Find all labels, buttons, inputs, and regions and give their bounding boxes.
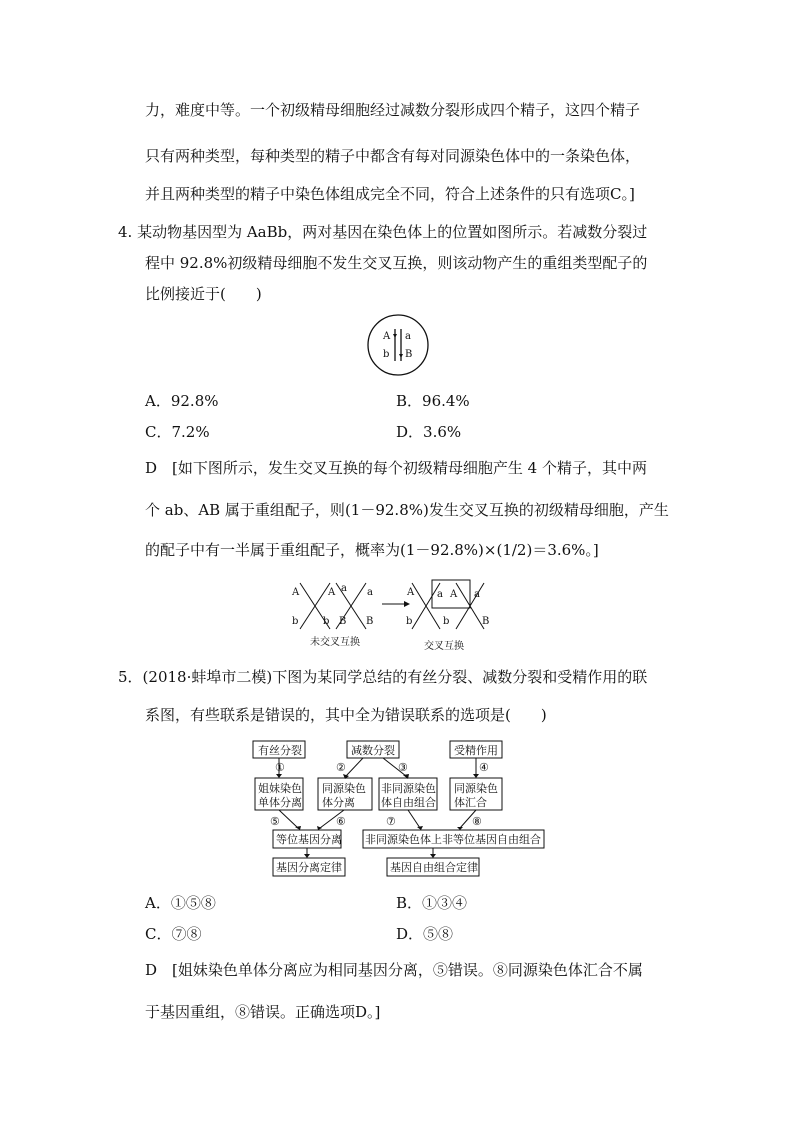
marker-5: ⑤ <box>270 815 280 828</box>
fig-letter: B <box>366 616 374 627</box>
q4-cell-figure <box>366 313 430 377</box>
box-sister-line-1: 姐妹染色 <box>258 782 302 795</box>
fig-letter: a <box>437 589 443 600</box>
q4-option-a: A．92.8% <box>145 392 219 410</box>
box-free-combination: 非同源染色体上非等位基因自由组合 <box>365 833 541 846</box>
cell-label-b: b <box>383 349 390 360</box>
q3-text-line-3: 并且两种类型的精子中染色体组成完全不同，符合上述条件的只有选项C。] <box>145 185 635 203</box>
box-converge-line-1: 同源染色 <box>454 782 498 795</box>
q3-text-line-1: 力，难度中等。一个初级精母细胞经过减数分裂形成四个精子，这四个精子 <box>145 101 641 119</box>
box-nonhomolog-line-1: 非同源染色 <box>381 782 436 795</box>
q4-option-d: D．3.6% <box>396 423 462 441</box>
fig-letter: b <box>443 616 450 627</box>
q4-stem-line-2: 程中 92.8%初级精母细胞不发生交叉互换，则该动物产生的重组类型配子的 <box>145 254 648 272</box>
q4-answer-line-3: 的配子中有一半属于重组配子，概率为(1－92.8%)×(1/2)＝3.6%。] <box>145 541 599 559</box>
box-fertilization: 受精作用 <box>454 744 498 757</box>
box-homolog-line-2: 体分离 <box>322 796 355 809</box>
q5-option-c: C．⑦⑧ <box>145 925 202 943</box>
fig-caption-exchange: 交叉互换 <box>424 641 464 652</box>
box-homolog-line-1: 同源染色 <box>322 782 366 795</box>
marker-8: ⑧ <box>472 815 482 828</box>
cell-label-A: A <box>383 331 391 342</box>
cell-label-B: B <box>405 349 413 360</box>
q5-answer-line-1: D [姐妹染色单体分离应为相同基因分离，⑤错误。⑧同源染色体汇合不属 <box>145 961 643 979</box>
box-sister-line-2: 单体分离 <box>258 796 302 809</box>
q5-option-a: A．①⑤⑧ <box>145 894 216 912</box>
box-mitosis: 有丝分裂 <box>258 744 302 757</box>
q4-stem-line-1: 4. 某动物基因型为 AaBb，两对基因在染色体上的位置如图所示。若减数分裂过 <box>118 223 648 241</box>
marker-2: ② <box>336 761 346 774</box>
q3-text-line-2: 只有两种类型，每种类型的精子中都含有每对同源染色体中的一条染色体， <box>145 147 641 165</box>
fig-letter: b <box>406 616 413 627</box>
cell-label-a: a <box>405 331 411 342</box>
fig-caption-no-exchange: 未交叉互换 <box>310 637 360 648</box>
fig-letter: b <box>323 616 330 627</box>
q4-answer-line-1: D [如下图所示，发生交叉互换的每个初级精母细胞产生 4 个精子，其中两 <box>145 459 647 477</box>
fig-letter: a <box>341 583 347 594</box>
fig-letter: a <box>474 589 480 600</box>
q4-option-c: C．7.2% <box>145 423 210 441</box>
marker-1: ① <box>275 761 285 774</box>
q5-relationship-diagram <box>250 738 550 882</box>
box-allele-separation: 等位基因分离 <box>276 833 342 846</box>
fig-letter: A <box>328 587 336 598</box>
fig-letter: b <box>292 616 299 627</box>
fig-letter: a <box>367 587 373 598</box>
q4-stem-line-3: 比例接近于( ) <box>145 285 262 303</box>
q5-option-d: D．⑤⑧ <box>396 925 454 943</box>
marker-6: ⑥ <box>336 815 346 828</box>
fig-letter: B <box>482 616 490 627</box>
box-meiosis: 减数分裂 <box>351 744 395 757</box>
marker-4: ④ <box>479 761 489 774</box>
fig-letter: A <box>450 589 458 600</box>
fig-letter: B <box>339 616 347 627</box>
marker-3: ③ <box>398 761 408 774</box>
box-law-separation: 基因分离定律 <box>276 861 342 874</box>
q4-answer-line-2: 个 ab、AB 属于重组配子，则(1－92.8%)发生交叉互换的初级精母细胞，产生 <box>145 501 669 519</box>
q5-option-b: B．①③④ <box>396 894 468 912</box>
q5-answer-line-2: 于基因重组，⑧错误。正确选项D。] <box>145 1003 381 1021</box>
crossover-figure <box>286 577 506 653</box>
box-converge-line-2: 体汇合 <box>454 796 487 809</box>
fig-letter: A <box>292 587 300 598</box>
fig-letter: A <box>407 587 415 598</box>
box-nonhomolog-line-2: 体自由组合 <box>381 796 436 809</box>
q5-stem-line-1: 5．(2018·蚌埠市二模)下图为某同学总结的有丝分裂、减数分裂和受精作用的联 <box>118 668 648 686</box>
marker-7: ⑦ <box>386 815 396 828</box>
q4-option-b: B．96.4% <box>396 392 470 410</box>
q5-stem-line-2: 系图，有些联系是错误的，其中全为错误联系的选项是( ) <box>145 706 547 724</box>
box-law-free-combination: 基因自由组合定律 <box>390 861 478 874</box>
